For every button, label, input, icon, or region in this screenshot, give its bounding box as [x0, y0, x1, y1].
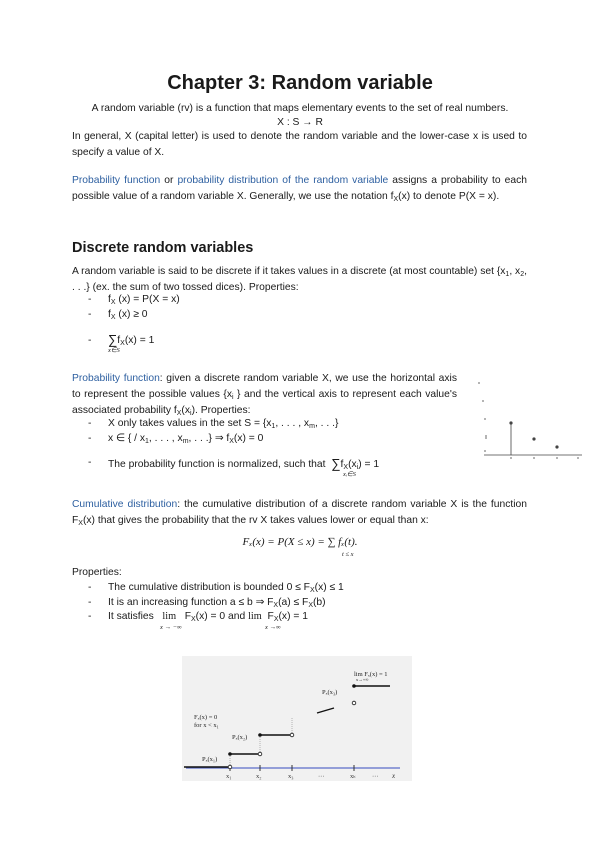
tick-label-x3: x₃: [288, 773, 294, 780]
dash-marker: -: [88, 457, 92, 468]
open-point: [352, 701, 356, 705]
cdf-formula-under: t ≤ x: [342, 551, 354, 558]
plot-point: [533, 438, 535, 440]
label-px1: Pₓ(x₁): [202, 756, 218, 763]
normalized-property: The probability function is normalized, such that $\sum f_X(x_i) = 1$: [108, 456, 380, 471]
sum-property: $\sum f_X(x) = 1$: [108, 332, 155, 347]
lim-under-1: x → −∞: [160, 624, 182, 631]
filled-point: [258, 733, 262, 737]
label-f0a: Fₓ(x) = 0: [194, 714, 218, 721]
tick-label-x2: x₂: [256, 773, 262, 780]
probability-stem-plot: [470, 375, 585, 467]
label-px2: Pₓ(x₂): [232, 734, 248, 741]
cdf-properties-list: [72, 581, 527, 625]
prob-function-paragraph: Probability function or probability distribution of the random variable assigns a probability to each possible value of a random variable X. Generally, we use the notation $f_X(x)$ to denote P(X = x).: [72, 175, 527, 203]
cdf-step-plot: [182, 656, 412, 781]
page-title: Chapter 3: Random variable: [167, 72, 433, 94]
step-3-partial: [317, 708, 334, 713]
term-probability-function-2: Probability function: [72, 373, 160, 384]
tick-label-xk: xₖ: [350, 773, 357, 780]
list-item: - X only takes values in the set $S = \{x_1$, . . . , $x_m$, . . .}: [72, 417, 472, 432]
open-point: [290, 733, 294, 737]
open-point: [258, 752, 262, 756]
discrete-properties-list: [72, 293, 527, 322]
cdf-properties-heading: Properties:: [72, 567, 122, 578]
tick-dots-2: ···: [372, 773, 379, 780]
dash-marker: -: [88, 335, 92, 346]
label-limit-one: lim Fₓ(x) = 1: [354, 671, 388, 678]
term-probability-distribution: probability distribution of the random variable: [177, 175, 389, 186]
pf-properties-list: [72, 417, 472, 446]
section-heading-discrete: Discrete random variables: [72, 240, 254, 256]
discrete-intro: A random variable is said to be discrete if it takes values in a discrete (at most countable) set {$x_1$, $x_2$, . . .} (ex. the sum of two tossed dices). Properties:: [72, 266, 527, 293]
lim-under-2: x →∞: [265, 624, 281, 631]
filled-point: [352, 684, 356, 688]
list-item: - The cumulative distribution is bounded $0 \le F_X(x) \le 1$: [72, 581, 527, 596]
label-px3: Pₓ(x₃): [322, 689, 338, 696]
plot-point: [556, 446, 558, 448]
list-item: - It is an increasing function a ≤ b ⇒ $F_X(a) \le F_X(b)$: [72, 596, 527, 611]
term-cumulative-distribution: Cumulative distribution: [72, 499, 178, 510]
pf-paragraph: Probability function: given a discrete random variable X, we use the horizontal axis to represent the possible values {$x_i$ } and the vertical axis to represent each value's associated probability $f_X(x_i)$. Properties:: [72, 373, 457, 417]
mapping-formula: X : S → R: [277, 117, 323, 128]
tick-dots: ···: [318, 773, 325, 780]
list-item: - x ∈ { / $x_1$, . . . , $x_m$, . . .} ⇒ $f_X(x) = 0$: [72, 432, 472, 447]
cdf-formula: Fₓ(x) = P(X ≤ x) = ∑ fₓ(t).: [242, 536, 358, 548]
sum-under-label-2: xᵢ∈S: [343, 471, 356, 478]
label-f0b: for x < x₁: [194, 722, 219, 729]
list-item: - $f_X$ (x) = P(X = x): [72, 293, 527, 308]
tick-label-x: x: [392, 772, 396, 780]
label-limit-under: x→+∞: [356, 677, 369, 682]
filled-point: [228, 752, 232, 756]
cdf-figure: [182, 656, 412, 781]
intro-paragraph: In general, X (capital letter) is used to denote the random variable and the lower-case x is used to specify a value of X.: [72, 131, 527, 158]
cdf-paragraph: Cumulative distribution: the cumulative distribution of a discrete random variable X is the function $F_X(x)$ that gives the probability that the rv X takes values lower or equal than x:: [72, 499, 527, 527]
list-item: - It satisfies lim $F_X(x) = 0$ and $\lim F_X(x) = 1$: [72, 610, 527, 625]
plot-point: [510, 422, 512, 424]
tick-label-x1: x₁: [226, 773, 232, 780]
open-point: [228, 765, 232, 769]
list-item: - $f_X$ (x) ≥ 0: [72, 308, 527, 323]
term-probability-function: Probability function: [72, 175, 161, 186]
sum-under-label: x∈S: [108, 347, 120, 354]
intro-line: A random variable (rv) is a function that maps elementary events to the set of real numbers.: [91, 103, 509, 114]
